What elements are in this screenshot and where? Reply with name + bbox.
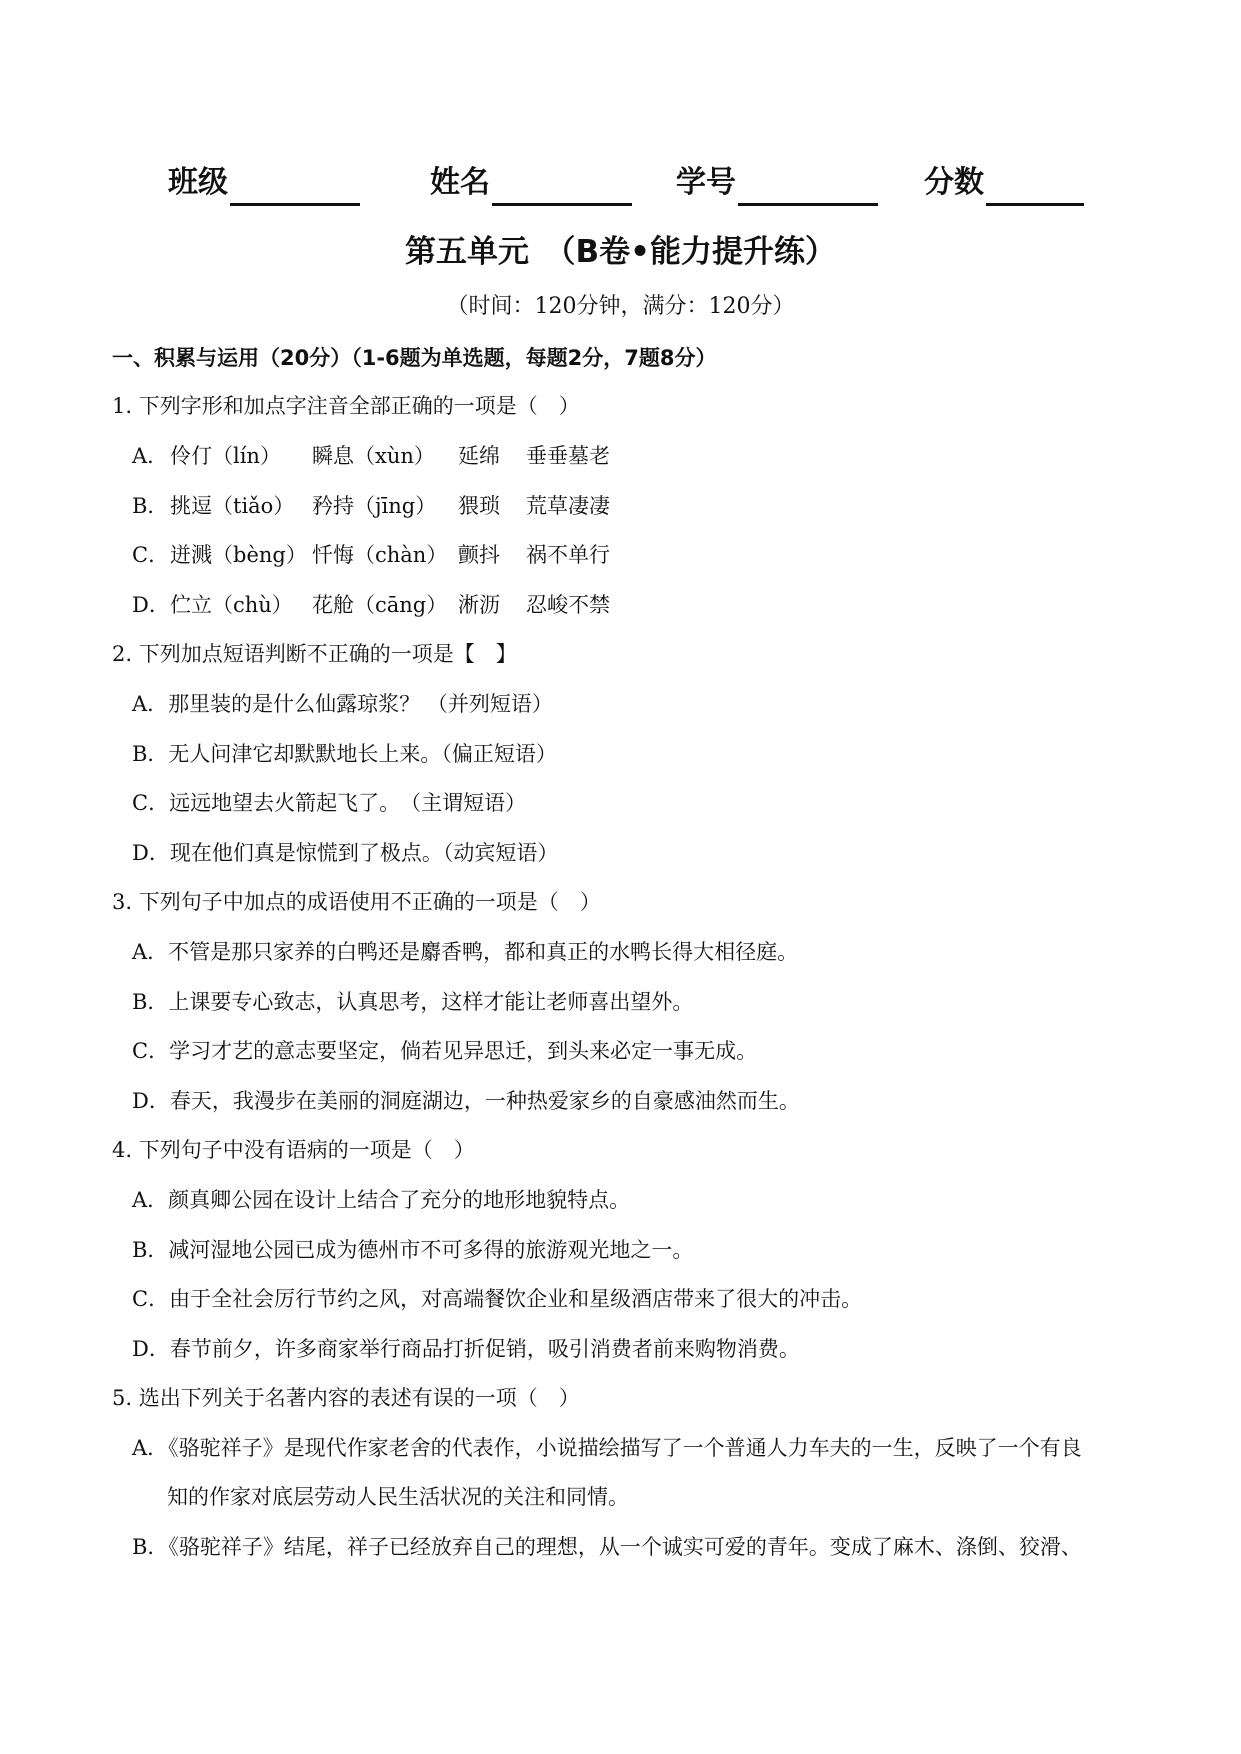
question-2-option-a[interactable]: A．那里装的是什么仙露琼浆？ （并列短语） — [132, 692, 553, 716]
option-word-1: 伫立（chù） — [170, 593, 293, 617]
option-letter: C． — [132, 543, 170, 567]
id-label: 学号 — [676, 165, 736, 200]
option-word-4: 祸不单行 — [526, 543, 610, 567]
option-word-3: 淅沥 — [458, 593, 500, 617]
option-letter: B． — [132, 494, 169, 518]
id-blank[interactable] — [738, 167, 878, 206]
question-1-option-a[interactable] — [132, 440, 610, 470]
score-blank[interactable] — [986, 167, 1084, 206]
id-field — [676, 160, 878, 206]
question-1-stem: 1. 下列字形和加点字注音全部正确的一项是（ ） — [112, 394, 580, 418]
question-5-stem: 5. 选出下列关于名著内容的表述有误的一项（ ） — [112, 1386, 580, 1410]
name-field — [430, 160, 632, 206]
question-2-stem: 2. 下列加点短语判断不正确的一项是【 】 — [112, 642, 517, 666]
section-heading: 一、积累与运用（20分）（1-6题为单选题，每题2分，7题8分） — [112, 346, 717, 370]
page-subtitle: （时间：120分钟，满分：120分） — [446, 294, 795, 319]
question-4-option-c[interactable]: C．由于全社会厉行节约之风，对高端餐饮企业和星级酒店带来了很大的冲击。 — [132, 1287, 863, 1311]
option-letter: D． — [132, 593, 170, 617]
question-5-option-b[interactable]: B．《骆驼祥子》结尾，祥子已经放弃自己的理想，从一个诚实可爱的青年。变成了麻木、涤倒、狡滑、 — [132, 1535, 1082, 1559]
option-word-1: 挑逗（tiǎo） — [170, 494, 295, 518]
question-3-stem: 3. 下列句子中加点的成语使用不正确的一项是（ ） — [112, 890, 601, 914]
question-4-option-d[interactable]: D．春节前夕，许多商家举行商品打折促销，吸引消费者前来购物消费。 — [132, 1337, 800, 1361]
question-2-option-c[interactable]: C．远远地望去火箭起飞了。 （主谓短语） — [132, 791, 527, 815]
question-1-option-c[interactable] — [132, 539, 610, 569]
option-word-3: 猥琐 — [458, 494, 500, 518]
option-word-2: 忏悔（chàn） — [312, 543, 448, 567]
option-word-4: 垂垂墓老 — [526, 444, 610, 468]
class-field — [168, 160, 360, 206]
question-3-option-a[interactable]: A．不管是那只家养的白鸭还是麝香鸭，都和真正的水鸭长得大相径庭。 — [132, 940, 799, 964]
question-5-option-a[interactable]: A．《骆驼祥子》是现代作家老舍的代表作，小说描绘描写了一个普通人力车夫的一生，反映了一个有良 — [132, 1436, 1082, 1460]
name-blank[interactable] — [492, 167, 632, 206]
question-1-option-d[interactable] — [132, 589, 610, 619]
question-3-option-b[interactable]: B．上课要专心致志，认真思考，这样才能让老师喜出望外。 — [132, 990, 694, 1014]
option-word-3: 颤抖 — [458, 543, 500, 567]
option-word-1: 伶仃（lín） — [170, 444, 281, 468]
option-word-4: 荒草凄凄 — [526, 494, 610, 518]
question-2-option-d[interactable]: D．现在他们真是惊慌到了极点。（动宾短语） — [132, 841, 559, 865]
question-2-option-b[interactable]: B．无人问津它却默默地长上来。（偏正短语） — [132, 742, 557, 766]
class-label: 班级 — [168, 165, 228, 200]
question-1-option-b[interactable] — [132, 490, 610, 520]
option-word-4: 忍峻不禁 — [526, 593, 610, 617]
option-word-1: 迸溅（bèng） — [170, 543, 307, 567]
question-4-stem: 4. 下列句子中没有语病的一项是（ ） — [112, 1138, 475, 1162]
question-5-option-a-continued: 知的作家对底层劳动人民生活状况的关注和同情。 — [167, 1485, 629, 1509]
question-4-option-b[interactable]: B．减河湿地公园已成为德州市不可多得的旅游观光地之一。 — [132, 1238, 694, 1262]
score-field — [924, 160, 1084, 206]
question-3-option-d[interactable]: D．春天，我漫步在美丽的洞庭湖边，一种热爱家乡的自豪感油然而生。 — [132, 1089, 800, 1113]
option-word-2: 花舱（cāng） — [312, 593, 448, 617]
option-letter: A． — [132, 444, 169, 468]
class-blank[interactable] — [230, 167, 360, 206]
name-label: 姓名 — [430, 165, 490, 200]
score-label: 分数 — [924, 165, 984, 200]
question-4-option-a[interactable]: A．颜真卿公园在设计上结合了充分的地形地貌特点。 — [132, 1188, 631, 1212]
option-word-2: 矜持（jīng） — [312, 494, 437, 518]
option-word-3: 延绵 — [458, 444, 500, 468]
page-title: 第五单元 （B卷•能力提升练） — [405, 234, 836, 270]
question-3-option-c[interactable]: C．学习才艺的意志要坚定，倘若见异思迁，到头来必定一事无成。 — [132, 1039, 758, 1063]
option-word-2: 瞬息（xùn） — [312, 444, 435, 468]
